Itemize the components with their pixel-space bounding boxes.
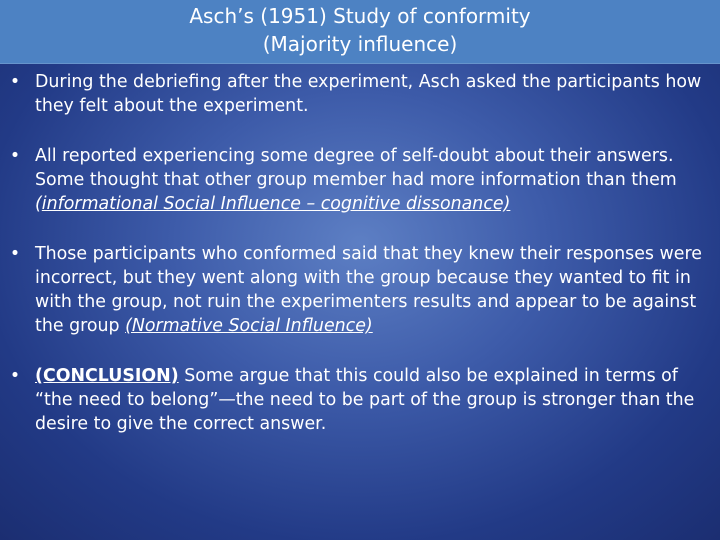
bullet-item-conclusion: [0, 364, 720, 436]
slide-content: [0, 70, 720, 540]
title-bar: [0, 0, 720, 64]
slide-title: [0, 2, 720, 58]
bullet-emphasis-paren: (: [35, 194, 42, 214]
bullet-icon: •: [9, 244, 21, 264]
bullet-item-self-doubt: [0, 144, 720, 216]
conclusion-label: (CONCLUSION): [35, 366, 179, 386]
bullet-text: Those participants who conformed said that they knew their responses were incorrect, but they went along with the group because they wanted to fit in with the group, not ruin the experimenters results and appear to be against the group: [35, 244, 702, 336]
bullet-text: During the debriefing after the experiment, Asch asked the participants how they felt about the experiment.: [35, 72, 702, 116]
bullet-text: All reported experiencing some degree of self-doubt about their answers. Some thought that other group member had more information than them: [35, 146, 677, 190]
title-line-2: (Majority influence): [262, 32, 458, 56]
bullet-item-conformed: [0, 242, 720, 338]
bullet-emphasis: (Normative Social Influence): [125, 316, 373, 336]
bullet-icon: •: [9, 366, 21, 386]
bullet-item-debriefing: [0, 70, 720, 118]
bullet-icon: •: [9, 72, 21, 92]
bullet-text: Some argue that this could also be explained in terms of “the need to belong”—the need to be part of the group is stronger than the desire to give the correct answer.: [35, 366, 695, 434]
title-line-1: Asch’s (1951) Study of conformity: [189, 4, 531, 28]
bullet-list: [0, 70, 720, 436]
bullet-emphasis: informational Social Influence – cognitive dissonance): [41, 194, 511, 214]
bullet-icon: •: [9, 146, 21, 166]
